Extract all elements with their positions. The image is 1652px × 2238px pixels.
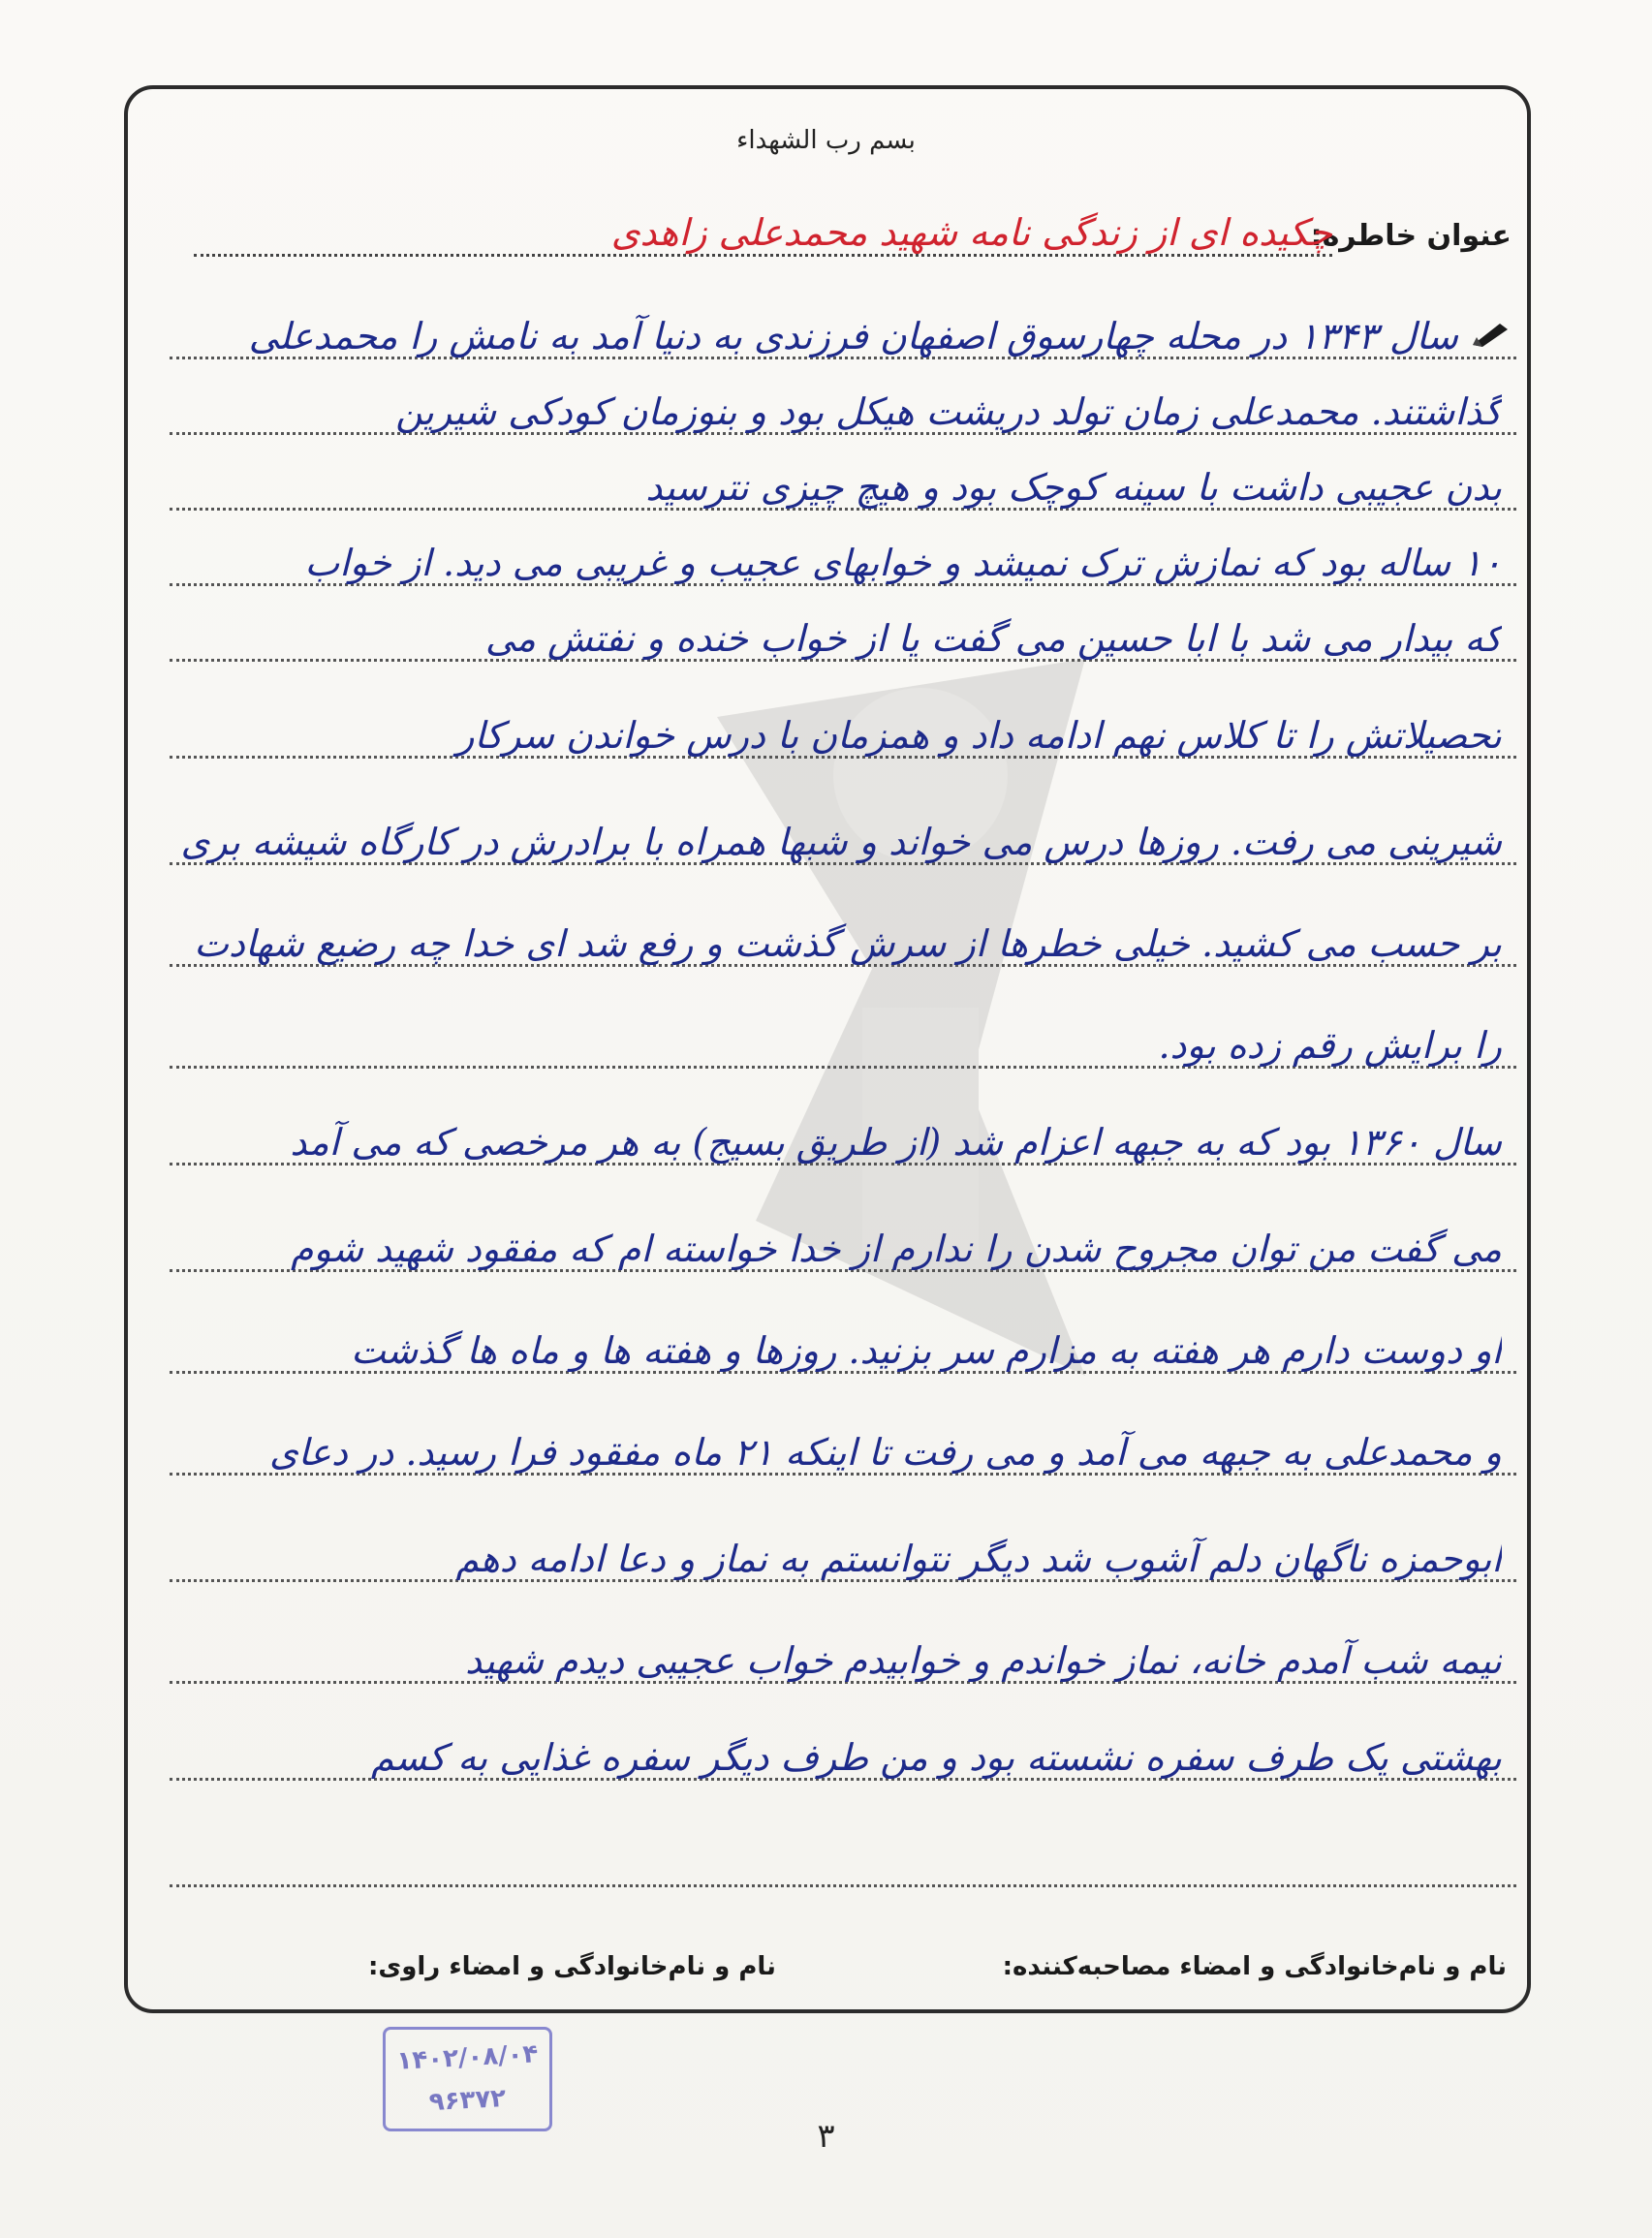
pen-icon xyxy=(1471,320,1512,349)
memory-title-value: چکیده ای از زندگی نامه شهید محمدعلی زاهدی xyxy=(610,211,1332,254)
memory-line: ۱۰ ساله بود که نمازش ترک نمیشد و خوابهای عجیب و غریبی می دید. از خواب xyxy=(304,542,1502,584)
stamp-number: ۹۶۳۷۲ xyxy=(428,2083,507,2118)
memory-line: سال ۱۳۴۳ در محله چهارسوق اصفهان فرزندی به دنیا آمد به نامش را محمدعلی xyxy=(248,315,1458,357)
memory-line: می گفت من توان مجروح شدن را ندارم از خدا خواسته ام که مفقود شهید شوم xyxy=(290,1228,1502,1270)
memory-line: که بیدار می شد با ابا حسین می گفت یا از خواب خنده و نفتش می xyxy=(484,617,1502,660)
memory-line: سال ۱۳۶۰ بود که به جبهه اعزام شد (از طریق بسیج) به هر مرخصی که می آمد xyxy=(290,1121,1502,1164)
memory-line: بهشتی یک طرف سفره نشسته بود و من طرف دیگر سفره غذایی به کسم xyxy=(370,1736,1502,1779)
stamp-date: ۱۴۰۲/۰۸/۰۴ xyxy=(395,2039,540,2076)
memory-title-rule xyxy=(194,254,1332,257)
memory-line: را برایش رقم زده بود. xyxy=(1158,1024,1502,1067)
narrator-signature-label: نام و نام‌خانوادگی و امضاء راوی: xyxy=(368,1952,776,1981)
memory-line: و محمدعلی به جبهه می آمد و می رفت تا اینکه ۲۱ ماه مفقود فرا رسید. در دعای xyxy=(268,1431,1502,1474)
memory-title-row xyxy=(155,211,1512,269)
interviewer-signature-label: نام و نام‌خانوادگی و امضاء مصاحبه‌کننده: xyxy=(1002,1952,1507,1981)
page-number: ۳ xyxy=(817,2117,835,2156)
memory-line: او دوست دارم هر هفته به مزارم سر بزنید. روزها و هفته ها و ماه ها گذشت xyxy=(351,1329,1502,1372)
basmala-heading: بسم رب الشهداء xyxy=(736,126,916,155)
archive-stamp xyxy=(383,2027,552,2131)
ruled-line xyxy=(170,1884,1516,1887)
memory-line: بر حسب می کشید. خیلی خطرها از سرش گذشت و رفع شد ای خدا چه رضیع شهادت xyxy=(194,922,1502,965)
memory-line: ابوحمزه ناگهان دلم آشوب شد دیگر نتوانستم به نماز و دعا ادامه دهم xyxy=(455,1538,1502,1580)
memory-title-label: عنوان خاطره: xyxy=(1310,219,1512,253)
memory-line: تحصیلاتش را تا کلاس نهم ادامه داد و همزمان با درس خواندن سرکار xyxy=(456,714,1502,757)
memory-line: گذاشتند. محمدعلی زمان تولد دریشت هیکل بود و بنوزمان کودکی شیرین xyxy=(395,390,1502,433)
memory-line: بدن عجیبی داشت با سینه کوچک بود و هیچ چیزی نترسید xyxy=(645,466,1502,509)
memory-line: شیرینی می رفت. روزها درس می خواند و شبها همراه با برادرش در کارگاه شیشه بری xyxy=(180,821,1502,863)
memory-line: نیمه شب آمدم خانه، نماز خواندم و خوابیدم خواب عجیبی دیدم شهید xyxy=(465,1639,1502,1682)
